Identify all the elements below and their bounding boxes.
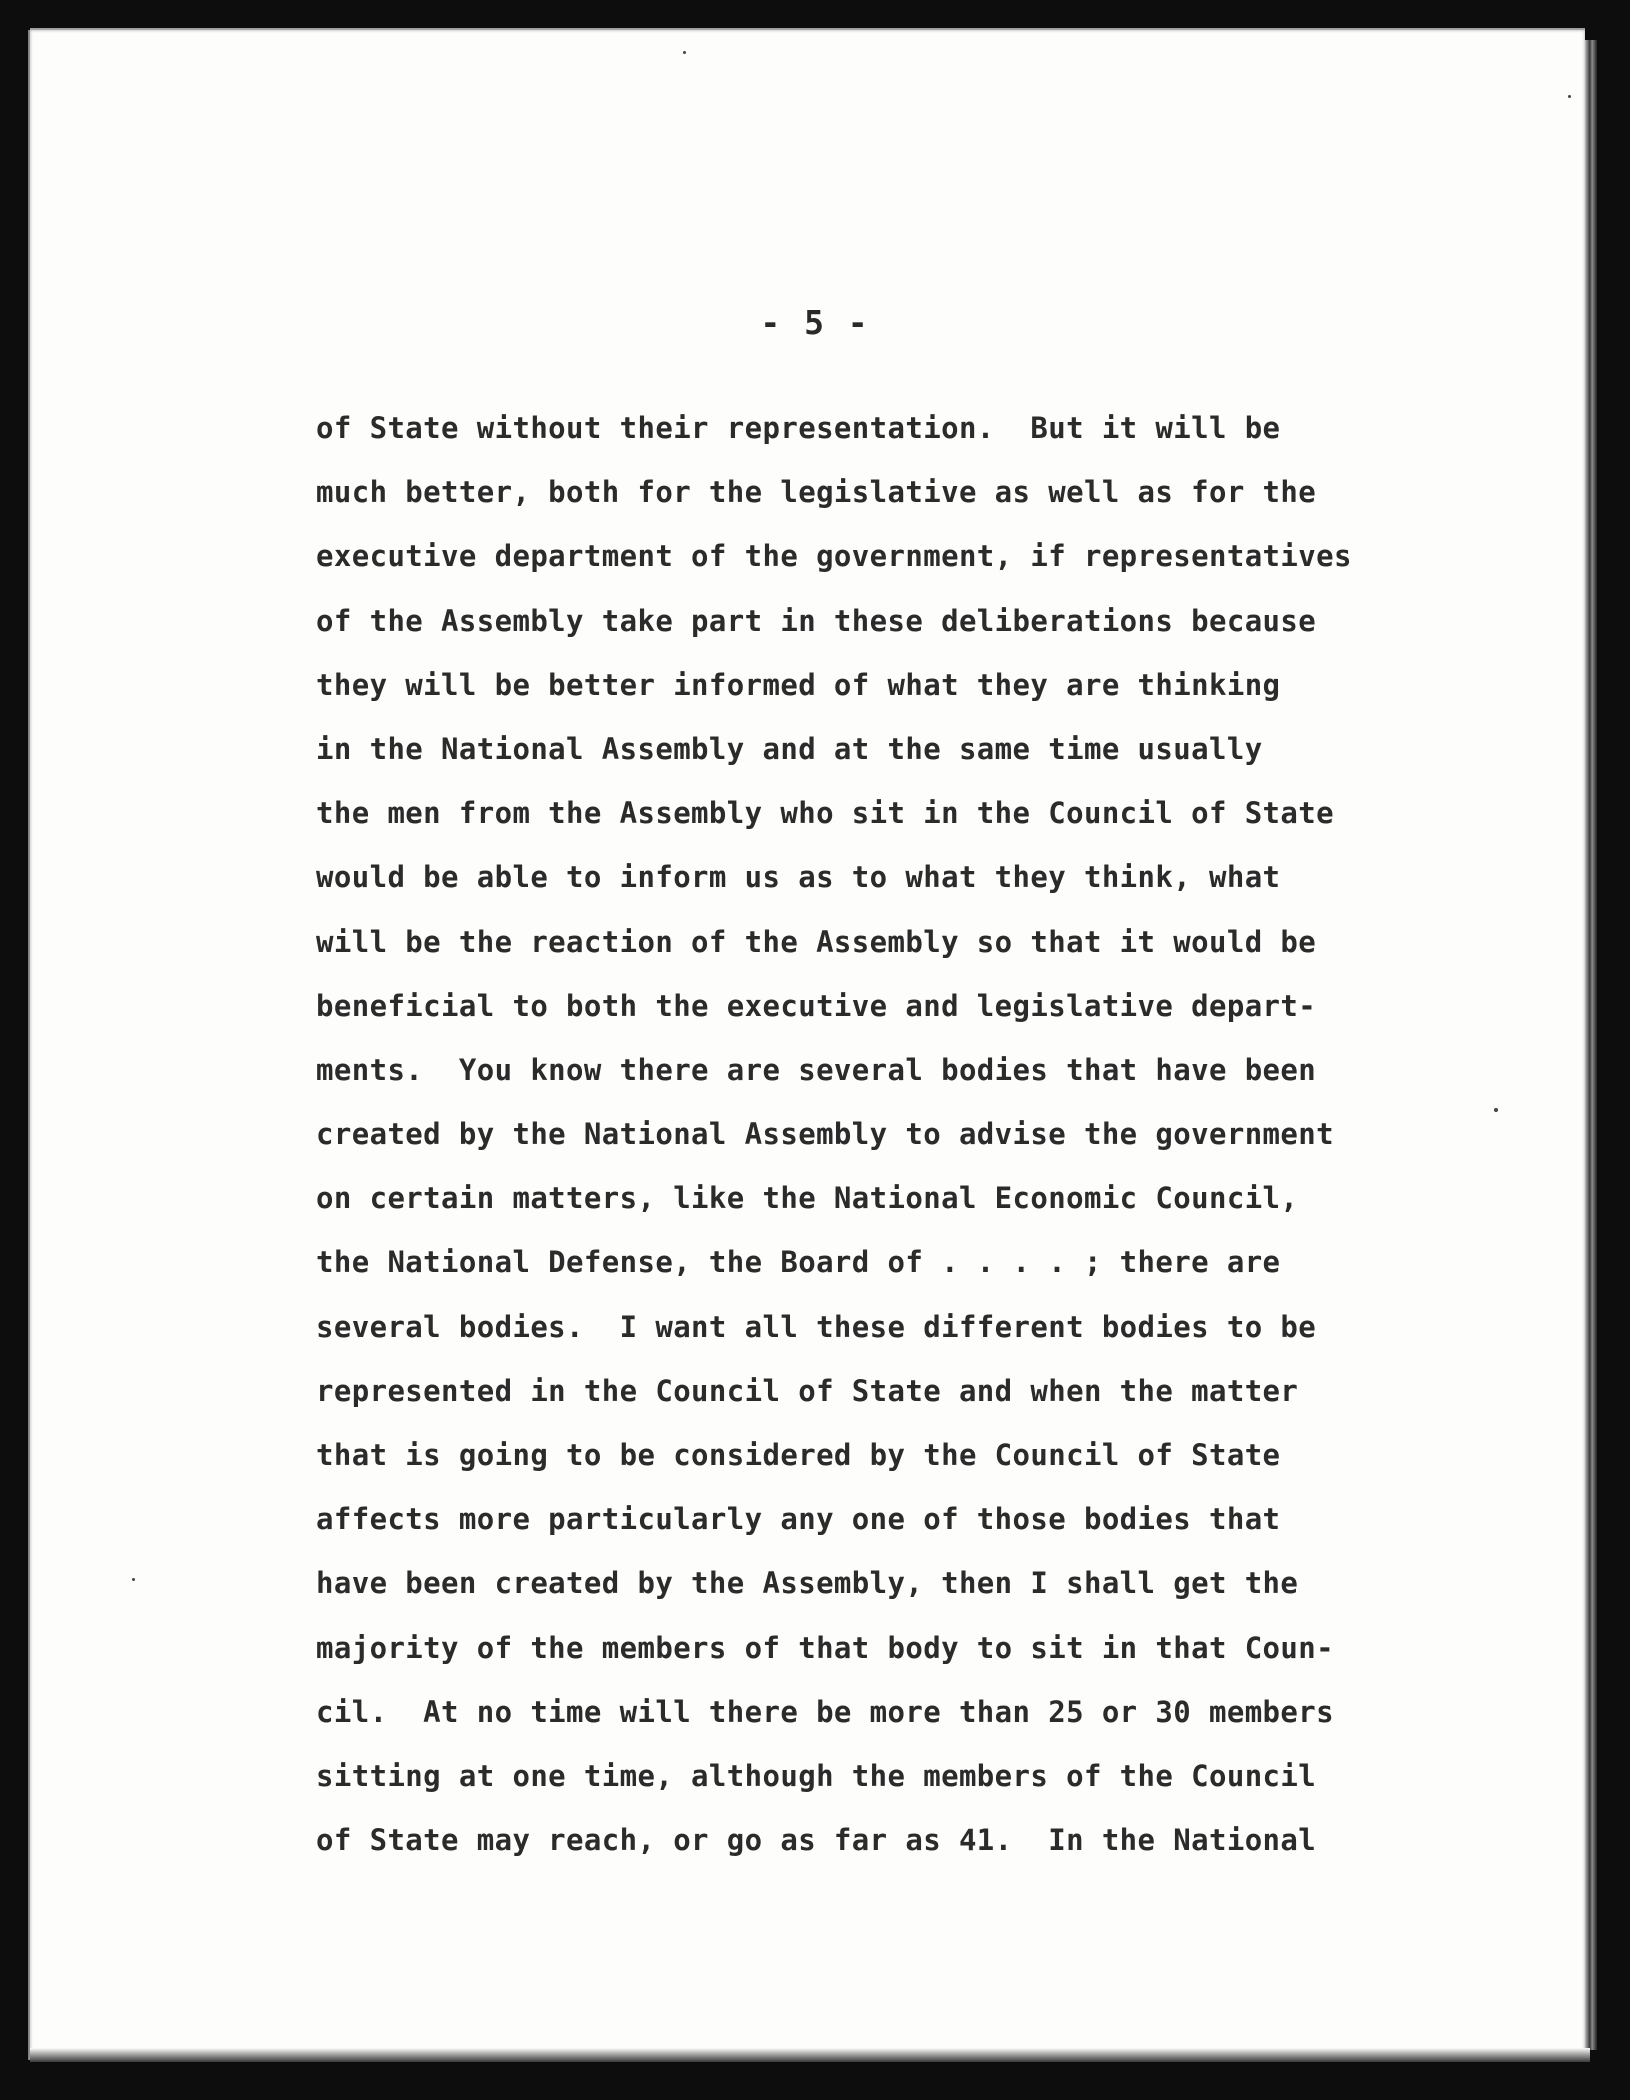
text-line: cil. At no time will there be more than 25 or 30 members (316, 1694, 1334, 1729)
text-line: would be able to inform us as to what they think, what (316, 860, 1281, 895)
text-line: in the National Assembly and at the same time usually (316, 731, 1263, 766)
text-line: executive department of the government, if representatives (316, 539, 1352, 574)
text-line: of State without their representation. But it will be (316, 411, 1281, 445)
text-line: of State may reach, or go as far as 41. In the National (316, 1823, 1317, 1858)
scan-speck (1494, 1108, 1498, 1112)
text-line: affects more particularly any one of those bodies that (316, 1502, 1281, 1537)
text-line: will be the reaction of the Assembly so that it would be (316, 924, 1317, 959)
scan-speck (1568, 95, 1571, 98)
body-text (316, 396, 1466, 1872)
text-line: of the Assembly take part in these deliberations because (316, 603, 1317, 638)
text-line: created by the National Assembly to advise the government (316, 1117, 1334, 1152)
text-line: majority of the members of that body to sit in that Coun- (316, 1630, 1334, 1665)
text-line: that is going to be considered by the Council of State (316, 1438, 1281, 1472)
text-line: ments. You know there are several bodies that have been (316, 1052, 1317, 1087)
page-number: - 5 - (760, 303, 870, 342)
text-line: the men from the Assembly who sit in the Council of State (316, 796, 1334, 831)
text-line: represented in the Council of State and when the matter (316, 1373, 1299, 1408)
text-line: several bodies. I want all these different bodies to be (316, 1309, 1317, 1344)
text-line: have been created by the Assembly, then I shall get the (316, 1566, 1299, 1601)
page-edge-bottom (30, 2048, 1590, 2062)
text-line: much better, both for the legislative as well as for the (316, 475, 1317, 510)
text-line: beneficial to both the executive and legislative depart- (316, 988, 1317, 1023)
text-line: sitting at one time, although the members of the Council (316, 1758, 1317, 1793)
text-line: on certain matters, like the National Economic Council, (316, 1181, 1299, 1216)
scan-speck (132, 1578, 135, 1581)
text-line: they will be better informed of what they are thinking (316, 667, 1281, 702)
scan-speck (683, 51, 686, 54)
text-line: the National Defense, the Board of . . . . ; there are (316, 1245, 1281, 1280)
